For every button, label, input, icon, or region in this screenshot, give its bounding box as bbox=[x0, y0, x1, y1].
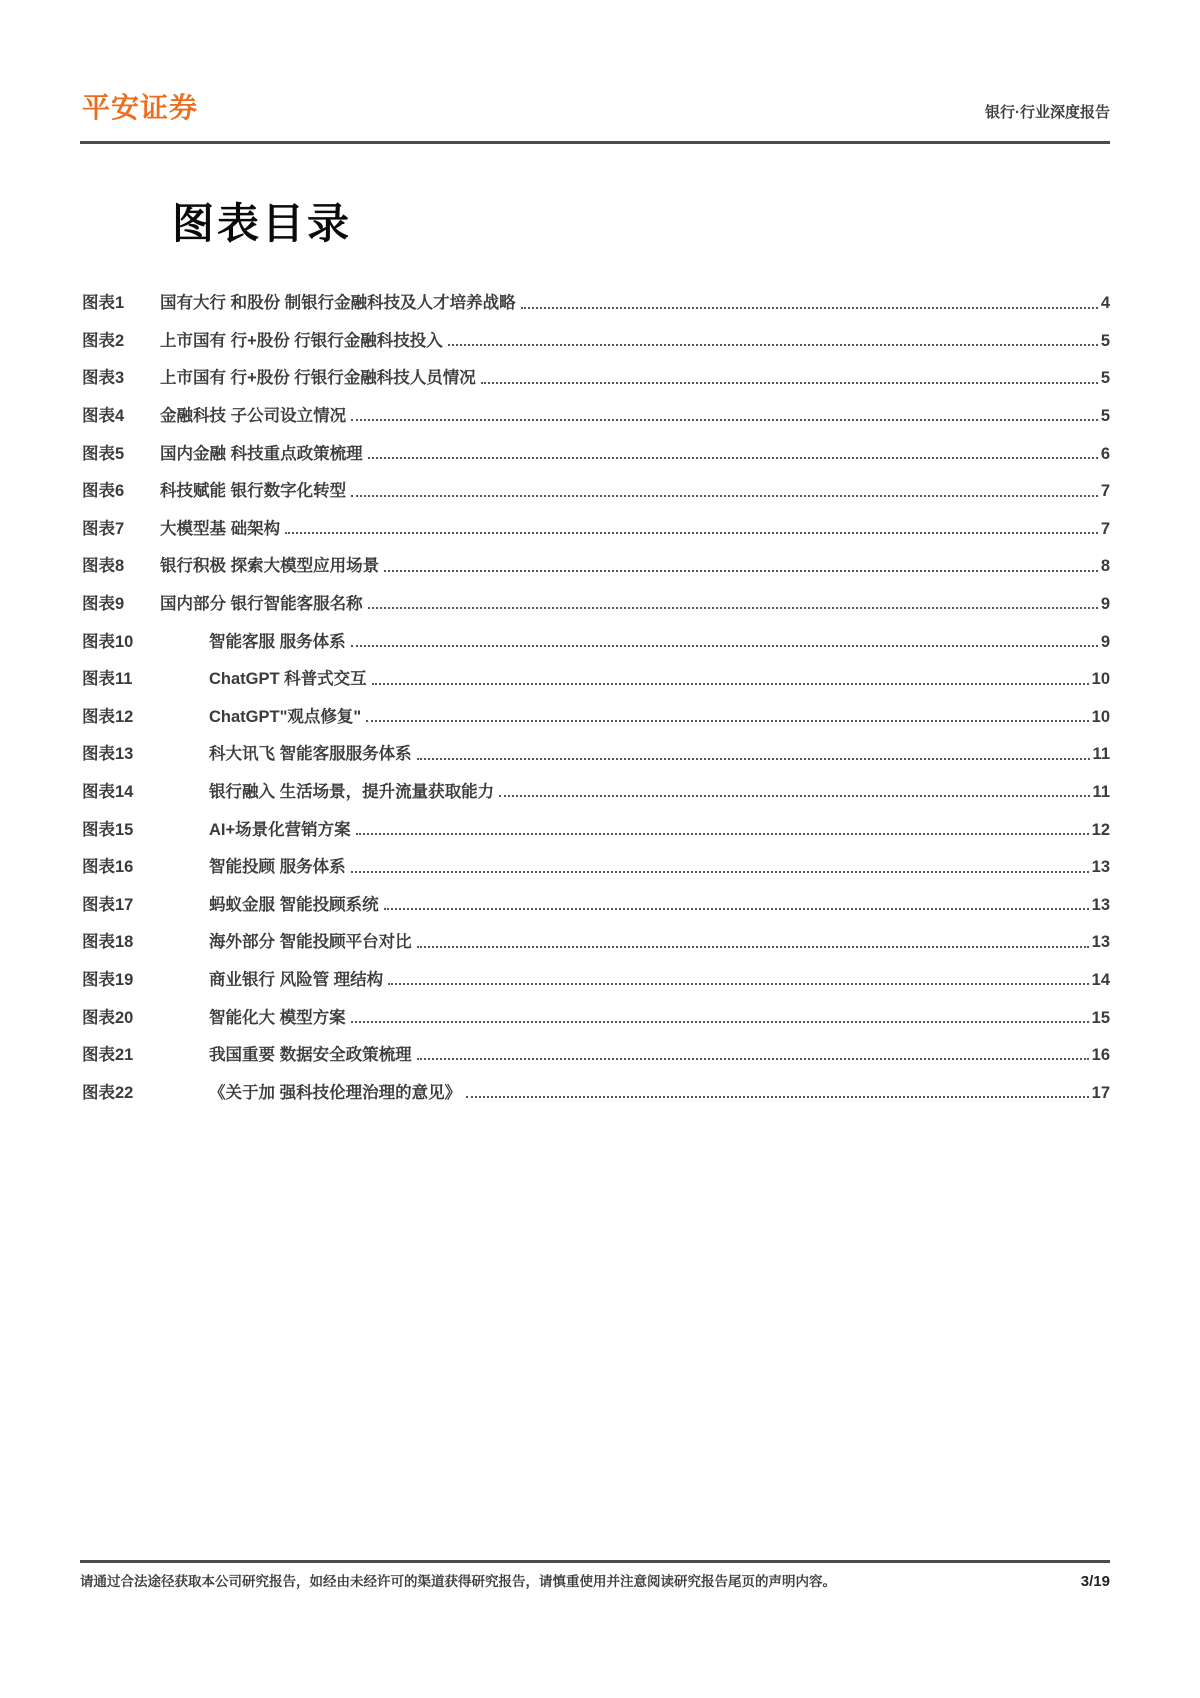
toc-entry-title: 上市国有 行+股份 行银行金融科技人员情况 bbox=[160, 369, 476, 388]
toc-entry[interactable] bbox=[82, 283, 1110, 321]
toc-entry-label: 图表19 bbox=[82, 970, 134, 989]
toc-entry[interactable] bbox=[82, 659, 1110, 697]
toc-entry[interactable] bbox=[82, 847, 1110, 885]
dot-leader bbox=[372, 683, 1089, 685]
toc-entry-label: 图表21 bbox=[82, 1046, 134, 1065]
toc-entry[interactable] bbox=[82, 321, 1110, 359]
toc-title: 图表目录 bbox=[172, 200, 353, 247]
dot-leader bbox=[351, 495, 1098, 497]
toc-entry-label: 图表6 bbox=[82, 482, 125, 501]
toc-entry-page-number: 9 bbox=[1100, 595, 1110, 614]
dot-leader bbox=[448, 344, 1098, 346]
dot-leader bbox=[356, 833, 1089, 835]
page-number-indicator: 3/19 bbox=[1080, 1573, 1110, 1590]
dot-leader bbox=[499, 795, 1089, 797]
toc-entry[interactable] bbox=[82, 546, 1110, 584]
toc-entry-page-number: 9 bbox=[1100, 632, 1110, 651]
report-type-label: 银行·行业深度报告 bbox=[985, 104, 1110, 121]
page-header bbox=[82, 94, 1110, 122]
company-logo: 平安证券 bbox=[82, 92, 199, 123]
toc-entry-label: 图表18 bbox=[82, 933, 134, 952]
toc-entry-title: 银行融入 生活场景，提升流量获取能力 bbox=[209, 783, 495, 801]
toc-entry-page-number: 5 bbox=[1100, 369, 1110, 388]
dot-leader bbox=[384, 570, 1098, 572]
dot-leader bbox=[417, 1058, 1089, 1060]
toc-entry[interactable] bbox=[82, 509, 1110, 547]
toc-entry[interactable] bbox=[82, 960, 1110, 998]
toc-entry-label: 图表20 bbox=[82, 1008, 134, 1027]
toc-entry-page-number: 13 bbox=[1091, 895, 1110, 914]
toc-entry-title: 国内部分 银行智能客服名称 bbox=[160, 595, 363, 614]
toc-entry-page-number: 11 bbox=[1092, 745, 1110, 764]
toc-entry-title: 商业银行 风险管 理结构 bbox=[209, 970, 384, 989]
toc-entry-page-number: 17 bbox=[1091, 1083, 1110, 1102]
dot-leader bbox=[417, 758, 1090, 760]
toc-entry-title: 科大讯飞 智能客服服务体系 bbox=[209, 745, 412, 764]
toc-entry-label: 图表4 bbox=[82, 407, 125, 426]
toc-entry-label: 图表17 bbox=[82, 895, 134, 914]
toc-entry[interactable] bbox=[82, 621, 1110, 659]
toc-entry-label: 图表2 bbox=[82, 331, 125, 350]
toc-entry[interactable] bbox=[82, 922, 1110, 960]
toc-entry-page-number: 10 bbox=[1091, 670, 1110, 689]
toc-entry-page-number: 15 bbox=[1091, 1008, 1110, 1027]
toc-entry-title: 国有大行 和股份 制银行金融科技及人才培养战略 bbox=[160, 294, 516, 313]
toc-entry[interactable] bbox=[82, 809, 1110, 847]
toc-entry-label: 图表5 bbox=[82, 444, 125, 463]
toc-entry-page-number: 7 bbox=[1100, 482, 1110, 501]
toc-entry-label: 图表16 bbox=[82, 858, 134, 877]
toc-entry[interactable] bbox=[82, 885, 1110, 923]
toc-entry[interactable] bbox=[82, 471, 1110, 509]
toc-entry-title: ChatGPT"观点修复" bbox=[209, 707, 362, 726]
toc-entry[interactable] bbox=[82, 1035, 1110, 1073]
toc-entry-title: 银行积极 探索大模型应用场景 bbox=[160, 557, 380, 576]
dot-leader bbox=[481, 382, 1098, 384]
toc-entry-label: 图表9 bbox=[82, 595, 125, 614]
dot-leader bbox=[366, 720, 1088, 722]
toc-entry-page-number: 11 bbox=[1092, 783, 1110, 801]
dot-leader bbox=[417, 946, 1089, 948]
toc-entry-title: 蚂蚁金服 智能投顾系统 bbox=[209, 895, 379, 914]
toc-entry-title: 海外部分 智能投顾平台对比 bbox=[209, 933, 412, 952]
toc-entry[interactable] bbox=[82, 997, 1110, 1035]
toc-entry-page-number: 5 bbox=[1100, 407, 1110, 426]
toc-entry-label: 图表11 bbox=[82, 670, 133, 689]
toc-entry-title: 上市国有 行+股份 行银行金融科技投入 bbox=[160, 331, 443, 350]
toc-entry[interactable] bbox=[82, 433, 1110, 471]
toc-entry-title: 《关于加 强科技伦理治理的意见》 bbox=[209, 1083, 462, 1102]
toc-entry-title: 金融科技 子公司设立情况 bbox=[160, 407, 347, 426]
footer-divider bbox=[80, 1560, 1110, 1563]
toc-entry-title: AI+场景化营销方案 bbox=[209, 820, 351, 839]
toc-entry[interactable] bbox=[82, 396, 1110, 434]
dot-leader bbox=[466, 1096, 1089, 1098]
toc-entry-page-number: 6 bbox=[1100, 444, 1110, 463]
dot-leader bbox=[388, 983, 1088, 985]
toc-entry-page-number: 13 bbox=[1091, 858, 1110, 877]
toc-entry-page-number: 8 bbox=[1100, 557, 1110, 576]
toc-entry-title: ChatGPT 科普式交互 bbox=[209, 670, 367, 689]
toc-entry-label: 图表22 bbox=[82, 1083, 134, 1102]
toc-entry-label: 图表3 bbox=[82, 369, 125, 388]
toc-entry-label: 图表15 bbox=[82, 820, 134, 839]
toc-entry[interactable] bbox=[82, 358, 1110, 396]
toc-entry-page-number: 16 bbox=[1091, 1046, 1110, 1065]
toc-entry-title: 科技赋能 银行数字化转型 bbox=[160, 482, 347, 501]
header-divider bbox=[80, 141, 1110, 144]
toc-entry-label: 图表12 bbox=[82, 707, 134, 726]
dot-leader bbox=[351, 871, 1089, 873]
toc-entry[interactable] bbox=[82, 584, 1110, 622]
toc-entry-label: 图表8 bbox=[82, 557, 125, 576]
toc-entry[interactable] bbox=[82, 697, 1110, 735]
toc-entry-page-number: 13 bbox=[1091, 933, 1110, 952]
toc-entry-title: 大模型基 础架构 bbox=[160, 519, 281, 538]
toc-entry-page-number: 4 bbox=[1100, 294, 1110, 313]
toc-entry-label: 图表13 bbox=[82, 745, 134, 764]
toc-entry[interactable] bbox=[82, 1072, 1110, 1110]
toc-entry-title: 智能投顾 服务体系 bbox=[209, 858, 346, 877]
dot-leader bbox=[521, 307, 1098, 309]
toc-entry-title: 国内金融 科技重点政策梳理 bbox=[160, 444, 363, 463]
toc-entry-page-number: 12 bbox=[1091, 820, 1110, 839]
dot-leader bbox=[351, 645, 1098, 647]
toc-entry-page-number: 7 bbox=[1100, 519, 1110, 538]
toc-list bbox=[82, 283, 1110, 1110]
dot-leader bbox=[384, 908, 1089, 910]
toc-entry-title: 我国重要 数据安全政策梳理 bbox=[209, 1046, 412, 1065]
toc-entry-page-number: 5 bbox=[1100, 331, 1110, 350]
dot-leader bbox=[368, 457, 1098, 459]
toc-entry-page-number: 10 bbox=[1091, 707, 1110, 726]
disclaimer-text: 请通过合法途径获取本公司研究报告，如经由未经许可的渠道获得研究报告，请慎重使用并注意阅读研究报告尾页的声明内容。 bbox=[80, 1574, 836, 1589]
page-footer bbox=[80, 1573, 1110, 1591]
toc-entry-label: 图表10 bbox=[82, 632, 134, 651]
toc-entry[interactable] bbox=[82, 772, 1110, 810]
toc-entry[interactable] bbox=[82, 734, 1110, 772]
toc-entry-label: 图表1 bbox=[82, 294, 125, 313]
dot-leader bbox=[351, 419, 1098, 421]
dot-leader bbox=[368, 607, 1098, 609]
toc-entry-label: 图表14 bbox=[82, 783, 134, 801]
toc-entry-page-number: 14 bbox=[1091, 970, 1110, 989]
dot-leader bbox=[351, 1021, 1089, 1023]
toc-entry-title: 智能化大 模型方案 bbox=[209, 1008, 346, 1027]
toc-entry-title: 智能客服 服务体系 bbox=[209, 632, 346, 651]
dot-leader bbox=[285, 532, 1098, 534]
toc-entry-label: 图表7 bbox=[82, 519, 125, 538]
